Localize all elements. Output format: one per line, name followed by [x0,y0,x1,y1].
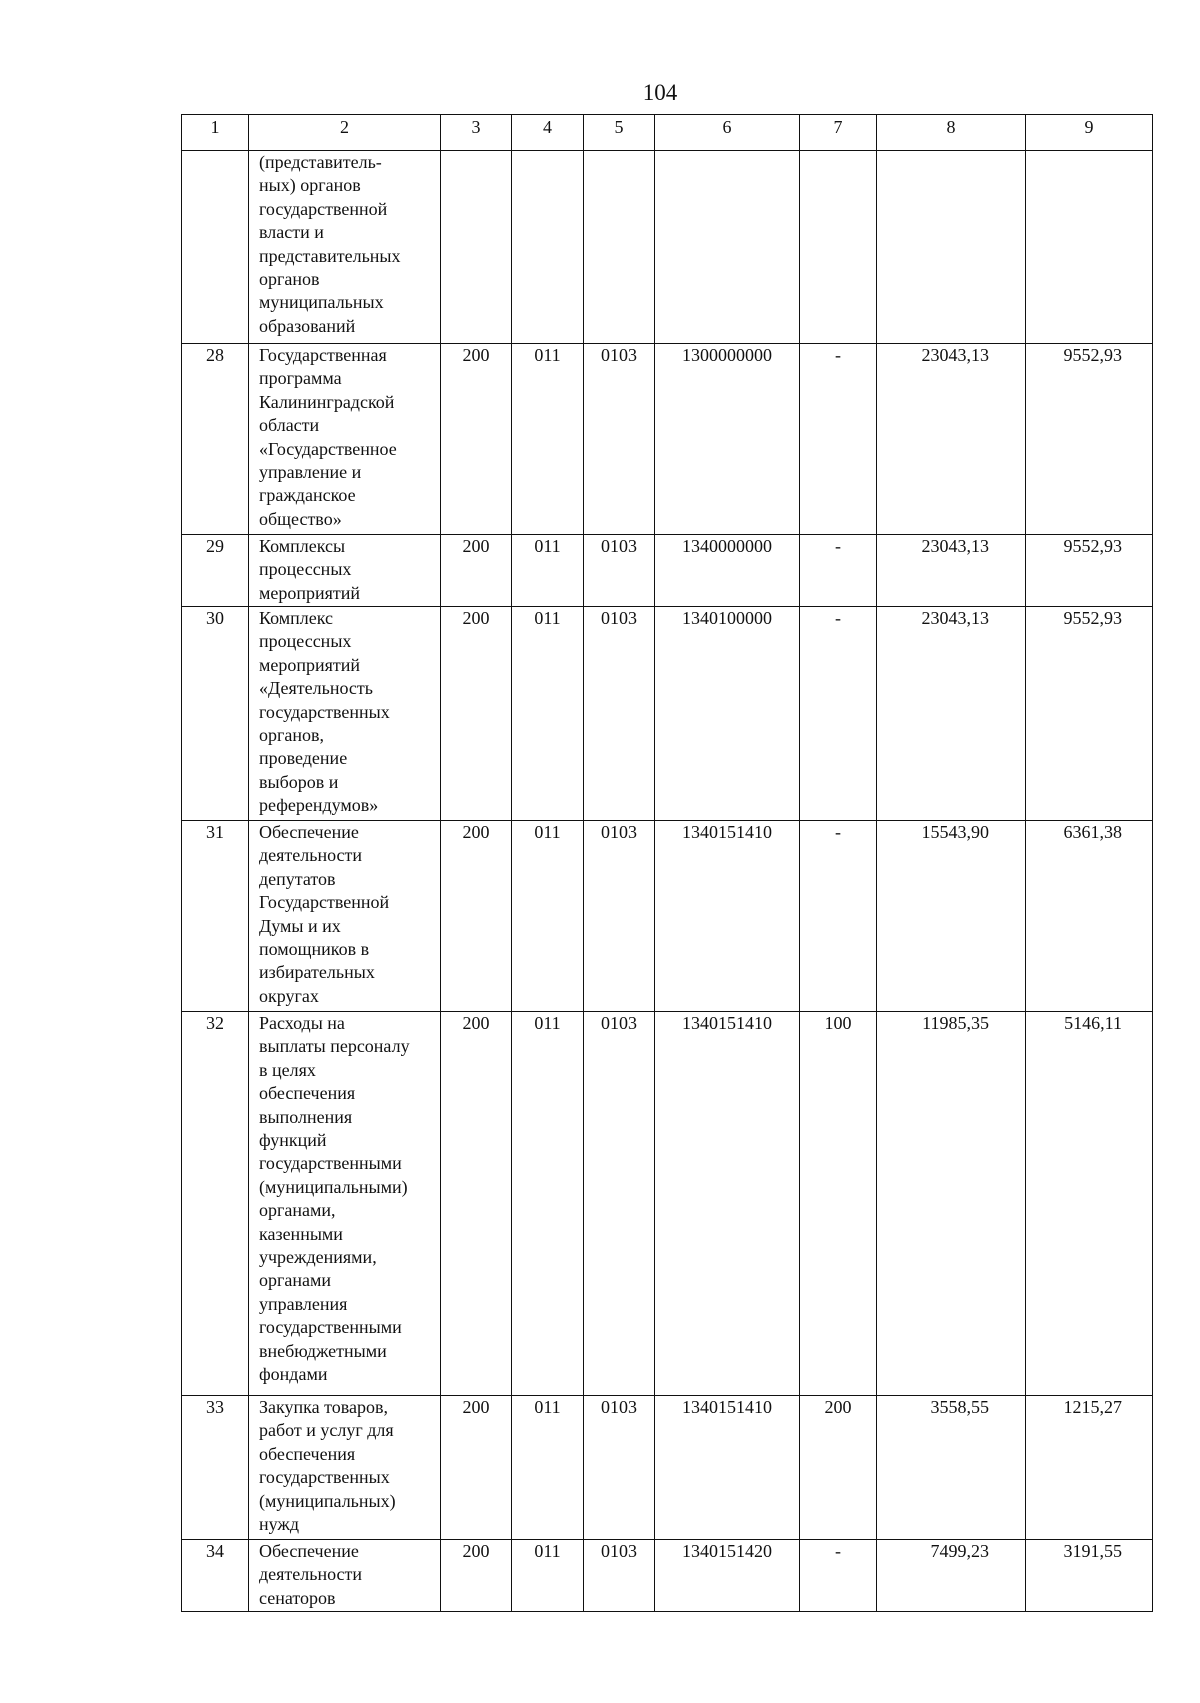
cell-col-5: 0103 [584,1012,655,1396]
cell-name: Комплекс процессных мероприятий «Деятельность государственных органов, проведение выборов и референдумов» [249,607,441,821]
header-col-2: 2 [249,115,441,151]
cell-col-7: - [800,535,877,607]
cell-col-4: 011 [512,1540,584,1612]
table-header [182,115,1153,151]
cell-col-4: 011 [512,1396,584,1540]
cell-col-3: 200 [441,1396,512,1540]
table-row [182,344,1153,535]
cell-col-4: 011 [512,607,584,821]
cell-col-4: 011 [512,821,584,1012]
cell-col-8: 7499,23 [877,1540,1026,1612]
cell-col-5: 0103 [584,344,655,535]
cell-col-4 [512,151,584,344]
cell-col-6: 1340151410 [655,1396,800,1540]
cell-col-4: 011 [512,344,584,535]
header-col-5: 5 [584,115,655,151]
cell-col-9: 9552,93 [1026,344,1153,535]
cell-col-8: 15543,90 [877,821,1026,1012]
cell-col-9: 9552,93 [1026,607,1153,821]
cell-col-7: - [800,821,877,1012]
cell-col-5: 0103 [584,607,655,821]
cell-col-7: - [800,1540,877,1612]
cell-col-5 [584,151,655,344]
cell-col-8: 23043,13 [877,535,1026,607]
cell-col-5: 0103 [584,535,655,607]
cell-name: Расходы на выплаты персоналу в целях обеспечения выполнения функций государственными (муниципальными) органами, казенными учреждениями, органами управления государственными внебюджетными фондами [249,1012,441,1396]
table-row [182,1540,1153,1612]
cell-col-8: 23043,13 [877,607,1026,821]
cell-col-9: 9552,93 [1026,535,1153,607]
cell-col-6: 1340000000 [655,535,800,607]
cell-row-number: 34 [182,1540,249,1612]
cell-col-7: 100 [800,1012,877,1396]
cell-col-5: 0103 [584,1540,655,1612]
cell-row-number [182,151,249,344]
cell-col-8: 3558,55 [877,1396,1026,1540]
cell-col-6: 1340151410 [655,1012,800,1396]
cell-row-number: 32 [182,1012,249,1396]
cell-col-4: 011 [512,1012,584,1396]
cell-col-9: 3191,55 [1026,1540,1153,1612]
table-row [182,821,1153,1012]
cell-col-5: 0103 [584,821,655,1012]
cell-col-6: 1340151410 [655,821,800,1012]
table-row [182,151,1153,344]
cell-col-5: 0103 [584,1396,655,1540]
cell-name: Закупка товаров, работ и услуг для обеспечения государственных (муниципальных) нужд [249,1396,441,1540]
budget-table [181,114,1153,1612]
cell-col-3 [441,151,512,344]
cell-row-number: 31 [182,821,249,1012]
page-number: 104 [642,80,678,105]
cell-col-3: 200 [441,607,512,821]
cell-col-6: 1340151420 [655,1540,800,1612]
table-row [182,1012,1153,1396]
header-col-1: 1 [182,115,249,151]
header-col-4: 4 [512,115,584,151]
header-row [182,115,1153,151]
cell-row-number: 30 [182,607,249,821]
cell-name: Обеспечение деятельности депутатов Государственной Думы и их помощников в избирательных округах [249,821,441,1012]
cell-col-9: 5146,11 [1026,1012,1153,1396]
cell-row-number: 29 [182,535,249,607]
cell-name: (представитель- ных) органов государственной власти и представительных органов муниципальных образований [249,151,441,344]
cell-col-6: 1300000000 [655,344,800,535]
header-col-9: 9 [1026,115,1153,151]
cell-col-3: 200 [441,535,512,607]
cell-col-9 [1026,151,1153,344]
cell-col-7: - [800,607,877,821]
table-row [182,1396,1153,1540]
cell-col-6: 1340100000 [655,607,800,821]
header-col-3: 3 [441,115,512,151]
header-col-6: 6 [655,115,800,151]
cell-row-number: 28 [182,344,249,535]
cell-col-9: 1215,27 [1026,1396,1153,1540]
cell-col-6 [655,151,800,344]
cell-col-7 [800,151,877,344]
cell-col-7: - [800,344,877,535]
cell-name: Государственная программа Калининградской области «Государственное управление и гражданское общество» [249,344,441,535]
cell-col-3: 200 [441,821,512,1012]
cell-col-4: 011 [512,535,584,607]
cell-col-3: 200 [441,1012,512,1396]
header-col-8: 8 [877,115,1026,151]
cell-col-3: 200 [441,1540,512,1612]
cell-col-3: 200 [441,344,512,535]
header-col-7: 7 [800,115,877,151]
cell-row-number: 33 [182,1396,249,1540]
cell-name: Обеспечение деятельности сенаторов [249,1540,441,1612]
table-body [182,151,1153,1612]
cell-col-8: 23043,13 [877,344,1026,535]
cell-col-8 [877,151,1026,344]
table-row [182,535,1153,607]
cell-name: Комплексы процессных мероприятий [249,535,441,607]
cell-col-9: 6361,38 [1026,821,1153,1012]
cell-col-8: 11985,35 [877,1012,1026,1396]
cell-col-7: 200 [800,1396,877,1540]
table-row [182,607,1153,821]
